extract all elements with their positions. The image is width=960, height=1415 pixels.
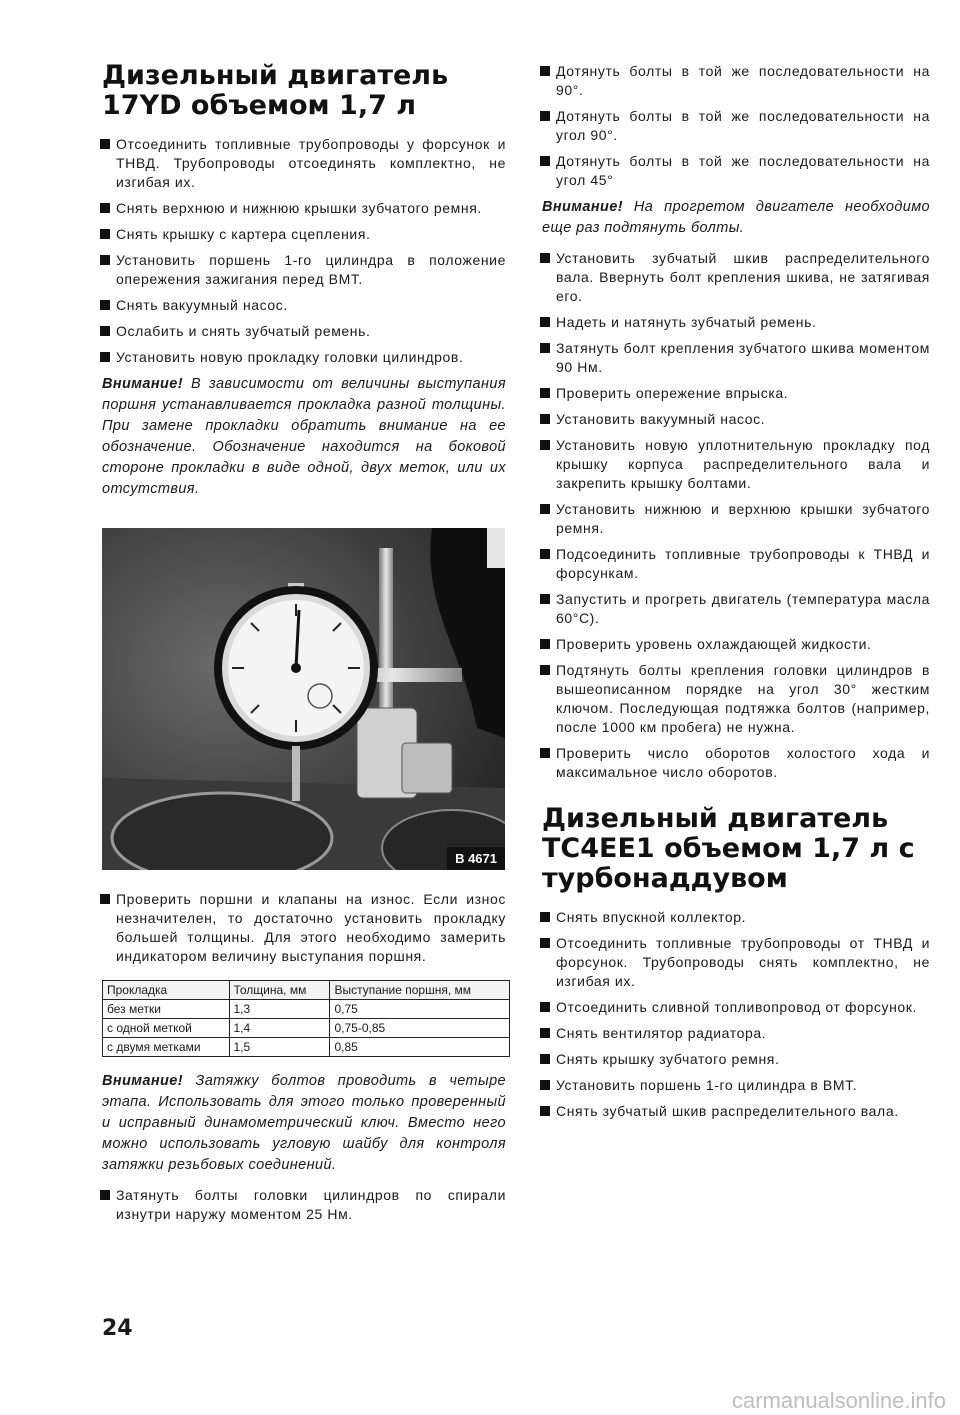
instruction-item: Проверить число оборотов холостого хода и максимальное число оборотов. [528,744,930,782]
table-cell: 1,3 [229,1000,330,1019]
instruction-item: Дотянуть болты в той же последовательности на 90°. [528,62,930,100]
warning-text: Затяжку болтов проводить в четыре этапа. Использовать для этого только проверенный и исправный динамометрический ключ. Вместо него можно использовать угловую шайбу для контроля затяжки резьбовых соединений. [102,1073,506,1173]
instruction-list-3 [88,1186,506,1224]
instruction-list-1 [88,135,506,367]
table-header-cell: Выступание поршня, мм [330,981,510,1000]
table-cell: 0,85 [330,1038,510,1057]
instruction-item: Проверить уровень охлаждающей жидкости. [528,635,930,654]
instruction-list-4 [528,62,930,190]
instruction-item: Затянуть болт крепления зубчатого шкива моментом 90 Нм. [528,339,930,377]
dial-indicator-illustration [102,528,505,870]
instruction-item: Затянуть болты головки цилиндров по спирали изнутри наружу моментом 25 Нм. [88,1186,506,1224]
instruction-item: Ослабить и снять зубчатый ремень. [88,322,506,341]
table-row [103,1000,510,1019]
dial-indicator-photo [102,528,505,870]
warning-note-torque [102,1071,506,1176]
table-cell: 1,5 [229,1038,330,1057]
page-number: 24 [102,1316,133,1341]
section-heading-17yd: Дизельный двигатель 17YD объемом 1,7 л [102,60,449,121]
instruction-item: Установить нижнюю и верхнюю крышки зубчатого ремня. [528,500,930,538]
instruction-item: Установить вакуумный насос. [528,410,930,429]
table-row [103,1019,510,1038]
figure-code-label: B 4671 [447,847,505,870]
warning-note-gasket [102,374,506,500]
warning-label: Внимание! [102,1073,183,1089]
instruction-list-2 [88,890,506,966]
section-heading-tc4ee1: Дизельный двигатель ТС4ЕЕ1 объемом 1,7 л с турбонаддувом [542,803,915,894]
instruction-item: Установить поршень 1-го цилиндра в положение опережения зажигания перед ВМТ. [88,251,506,289]
instruction-item: Подсоединить топливные трубопроводы к ТНВД и форсункам. [528,545,930,583]
gasket-thickness-table [102,980,510,1057]
instruction-item: Установить новую прокладку головки цилиндров. [88,348,506,367]
instruction-item: Снять зубчатый шкив распределительного вала. [528,1102,930,1121]
instruction-item: Отсоединить топливные трубопроводы от ТНВД и форсунок. Трубопроводы снять комплектно, не изгибая их. [528,934,930,991]
instruction-item: Установить зубчатый шкив распределительного вала. Ввернуть болт крепления шкива, не затягивая его. [528,249,930,306]
instruction-item: Проверить поршни и клапаны на износ. Если износ незначителен, то достаточно установить прокладку большей толщины. Для этого необходимо замерить индикатором величину выступания поршня. [88,890,506,966]
instruction-item: Установить поршень 1-го цилиндра в ВМТ. [528,1076,930,1095]
instruction-item: Снять крышку с картера сцепления. [88,225,506,244]
table-cell: с двумя метками [103,1038,230,1057]
warning-label: Внимание! [542,199,623,215]
instruction-item: Запустить и прогреть двигатель (температура масла 60°С). [528,590,930,628]
instruction-item: Установить новую уплотнительную прокладку под крышку корпуса распределительного вала и закрепить крышку болтами. [528,436,930,493]
watermark-text: carmanualsonline.info [731,1388,946,1413]
warning-text: В зависимости от величины выступания поршня устанавливается прокладка разной толщины. При замене прокладки обратить внимание на ее обозначение. Обозначение находится на боковой стороне прокладки в виде одной, двух меток, или их отсутствия. [102,376,506,497]
instruction-item: Подтянуть болты крепления головки цилиндров в вышеописанном порядке на угол 30° жестким ключом. Последующая подтяжка болтов (например, после 1000 км пробега) не нужна. [528,661,930,737]
warning-text: На прогретом двигателе необходимо еще раз подтянуть болты. [542,199,930,236]
instruction-item: Снять верхнюю и нижнюю крышки зубчатого ремня. [88,199,506,218]
table-cell: 0,75-0,85 [330,1019,510,1038]
table-header-cell: Толщина, мм [229,981,330,1000]
instruction-item: Снять вентилятор радиатора. [528,1024,930,1043]
instruction-item: Отсоединить топливные трубопроводы у форсунок и ТНВД. Трубопроводы отсоединять комплектно, не изгибая их. [88,135,506,192]
table-header-row [103,981,510,1000]
table-cell: 1,4 [229,1019,330,1038]
instruction-list-5 [528,249,930,782]
instruction-list-6 [528,908,930,1121]
instruction-item: Дотянуть болты в той же последовательности на угол 90°. [528,107,930,145]
right-column [528,62,930,1128]
instruction-item: Проверить опережение впрыска. [528,384,930,403]
table-row [103,1038,510,1057]
instruction-item: Отсоединить сливной топливопровод от форсунок. [528,998,930,1017]
instruction-item: Надеть и натянуть зубчатый ремень. [528,313,930,332]
table-cell: с одной меткой [103,1019,230,1038]
instruction-item: Снять крышку зубчатого ремня. [528,1050,930,1069]
left-column [88,55,506,1231]
table-header-cell: Прокладка [103,981,230,1000]
warning-label: Внимание! [102,376,183,392]
table-cell: 0,75 [330,1000,510,1019]
warning-note-warm-engine [542,197,930,239]
instruction-item: Снять вакуумный насос. [88,296,506,315]
table-cell: без метки [103,1000,230,1019]
instruction-item: Снять впускной коллектор. [528,908,930,927]
instruction-item: Дотянуть болты в той же последовательности на угол 45° [528,152,930,190]
